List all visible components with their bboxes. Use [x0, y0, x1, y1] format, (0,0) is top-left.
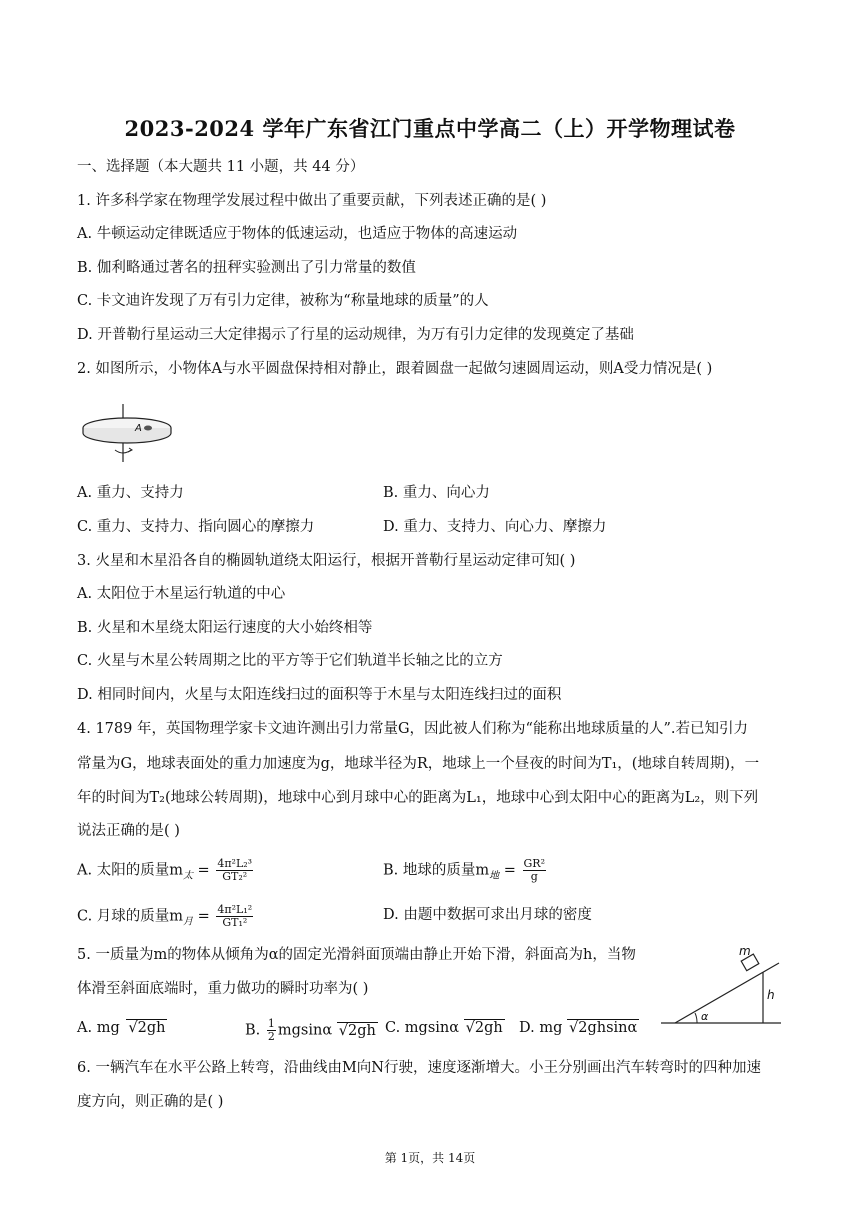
- q4-stem-line3: 年的时间为T₂(地球公转周期)，地球中心到月球中心的距离为L₁，地球中心到太阳中心的距离为L₂，则下列: [77, 790, 759, 806]
- page-title: 2023-2024 学年广东省江门重点中学高二（上）开学物理试卷: [124, 116, 736, 141]
- turntable-figure: [80, 400, 180, 466]
- q5-option-d-text: D. mg: [519, 1020, 563, 1036]
- q4-stem-line1: 4. 1789 年，英国物理学家卡文迪许测出引力常量G，因此被人们称为“能称出地球质量的人”.若已知引力: [77, 721, 748, 737]
- q4-stem-line4: 说法正确的是( ): [77, 823, 180, 839]
- radicand: 2gh: [474, 1020, 503, 1036]
- fraction-denominator: GT₂²: [222, 870, 248, 883]
- q4-option-b-fraction: [523, 858, 546, 883]
- q2-option-a: A. 重力、支持力: [77, 485, 184, 501]
- q4-option-a-fraction: [216, 858, 253, 883]
- q4-option-a: A. 太阳的质量$m_太$ = $\frac{\text{4π²L₂³}}{\text{GT₂²}}$: [77, 857, 253, 883]
- sqrt-radicand: √2gh: [465, 1020, 503, 1036]
- q5-option-a-text: A. mg: [77, 1020, 120, 1036]
- radicand: 2ghsinα: [578, 1020, 638, 1036]
- q4-option-d: D. 由题中数据可求出月球的密度: [383, 907, 592, 923]
- q4-option-a-subscript: 太: [182, 870, 193, 882]
- q1-option-b: B. 伽利略通过著名的扭秤实验测出了引力常量的数值: [77, 260, 416, 276]
- q5-stem-line2: 体滑至斜面底端时，重力做功的瞬时功率为( ): [77, 981, 369, 997]
- sqrt-radicand: √2gh: [128, 1020, 166, 1036]
- q3-option-b: B. 火星和木星绕太阳运行速度的大小始终相等: [77, 620, 373, 636]
- radicand: 2gh: [137, 1020, 166, 1036]
- q4-option-b-subscript: 地: [489, 870, 500, 882]
- fraction-numerator: 4π²L₁²: [217, 903, 253, 916]
- q3-option-d: D. 相同时间内，火星与太阳连线扫过的面积等于木星与太阳连线扫过的面积: [77, 687, 562, 703]
- fraction-numerator: 1: [267, 1017, 275, 1030]
- q5-option-b-text: B.: [245, 1022, 265, 1039]
- q3-stem: 3. 火星和木星沿各自的椭圆轨道绕太阳运行，根据开普勒行星运动定律可知( ): [77, 553, 576, 569]
- q6-stem-line1: 6. 一辆汽车在水平公路上转弯，沿曲线由M向N行驶，速度逐渐增大。小王分别画出汽车转弯时的四种加速: [77, 1060, 761, 1076]
- q3-option-c: C. 火星与木星公转周期之比的平方等于它们轨道半长轴之比的立方: [77, 653, 503, 669]
- q5-option-a: [77, 1018, 167, 1038]
- figure-label-a: A: [135, 423, 142, 434]
- q5-option-d: [519, 1018, 639, 1038]
- incline-figure: [655, 943, 785, 1027]
- figure-label-alpha: α: [701, 1010, 709, 1023]
- q4-stem-line2: 常量为G，地球表面处的重力加速度为g，地球半径为R，地球上一个昼夜的时间为T₁，(地球自转周期)，一: [77, 756, 760, 772]
- figure-label-m: m: [739, 944, 751, 958]
- q1-option-c: C. 卡文迪许发现了万有引力定律，被称为“称量地球的质量”的人: [77, 293, 489, 309]
- q4-option-c-fraction: [216, 904, 253, 929]
- q1-option-d: D. 开普勒行星运动三大定律揭示了行星的运动规律，为万有引力定律的发现奠定了基础: [77, 327, 634, 343]
- q4-option-c: C. 月球的质量$m_月$ = $\frac{\text{4π²L₁²}}{\text{GT₁²}}$: [77, 903, 253, 929]
- q3-option-a: A. 太阳位于木星运行轨道的中心: [77, 586, 286, 602]
- fraction-numerator: 4π²L₂³: [217, 857, 253, 870]
- q2-stem: 2. 如图所示，小物体A与水平圆盘保持相对静止，跟着圆盘一起做匀速圆周运动，则A受力情况是( ): [77, 361, 713, 377]
- q5-option-c-text: C. mgsinα: [385, 1020, 460, 1036]
- q5-option-c: [385, 1018, 505, 1038]
- fraction-denominator: g: [530, 870, 538, 883]
- q5-option-b-fraction: [267, 1018, 276, 1043]
- sqrt-radicand: √2gh: [338, 1022, 376, 1039]
- section-heading: 一、选择题（本大题共 11 小题，共 44 分）: [77, 159, 365, 175]
- q6-stem-line2: 度方向，则正确的是( ): [77, 1094, 224, 1110]
- page-footer: 第 1页，共 14页: [384, 1151, 476, 1165]
- q2-option-d: D. 重力、支持力、向心力、摩擦力: [383, 519, 607, 535]
- q5-option-b-expr: mgsinα: [277, 1022, 333, 1039]
- q4-option-b-text: B. 地球的质量m: [383, 862, 490, 879]
- q4-option-c-subscript: 月: [183, 916, 194, 928]
- q4-option-a-text: A. 太阳的质量m: [77, 862, 183, 879]
- q2-option-c: C. 重力、支持力、指向圆心的摩擦力: [77, 519, 315, 535]
- q4-option-b: B. 地球的质量$m_地$ = $\frac{\text{GR²}}{g}$: [383, 857, 545, 883]
- q5-option-b: [245, 1018, 378, 1043]
- sqrt-radicand: √2ghsinα: [568, 1020, 638, 1036]
- figure-label-h: h: [767, 988, 775, 1002]
- q4-option-c-text: C. 月球的质量m: [77, 908, 184, 925]
- fraction-denominator: 2: [267, 1030, 275, 1043]
- fraction-numerator: GR²: [523, 857, 545, 870]
- radicand: 2gh: [347, 1022, 376, 1039]
- fraction-denominator: GT₁²: [222, 916, 248, 929]
- q1-option-a: A. 牛顿运动定律既适应于物体的低速运动，也适应于物体的高速运动: [77, 226, 518, 242]
- q1-stem: 1. 许多科学家在物理学发展过程中做出了重要贡献，下列表述正确的是( ): [77, 193, 547, 209]
- q2-option-b: B. 重力、向心力: [383, 485, 490, 501]
- q5-stem-line1: 5. 一质量为m的物体从倾角为α的固定光滑斜面顶端由静止开始下滑，斜面高为h，当物: [77, 947, 636, 963]
